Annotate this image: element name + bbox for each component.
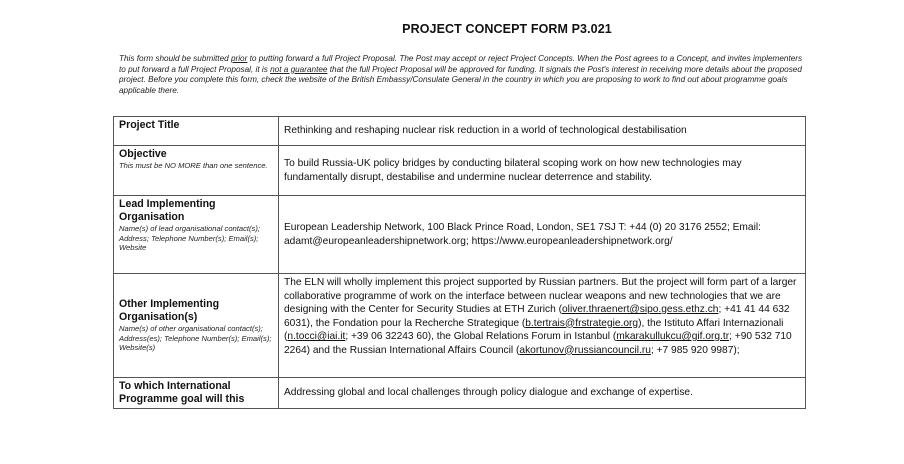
other-organisations-field[interactable]: The ELN will wholly implement this project supported by Russian partners. But the project will form part of a larger collaborative programme of work on the interface between nuclear weapons and new technologies that we are designing with the Center for Security Studies at ETH Zurich (oliver.thraenert@sipo.gess.ethz.ch; +41 41 44 632 6031), the Fondation pour la Recherche Strategique (b.tertrais@frstrategie.org), the Istituto Affari Internazionali (n.tocci@iai.it; +39 06 32243 60), the Global Relations Forum in Istanbul (mkarakullukcu@gif.org.tr; +90 532 710 2264) and the Russian International Affairs Council (akortunov@russiancouncil.ru; +7 985 920 9987); xyxy=(279,274,806,378)
programme-goal-value: Addressing global and local challenges through policy dialogue and exchange of expertise. xyxy=(284,387,693,398)
project-title-label: Project Title xyxy=(119,119,180,131)
lead-organisation-value: European Leadership Network, 100 Black Prince Road, London, SE1 7SJ T: +44 (0) 20 3176 2552; Email: adamt@europeanleadershipnetwork.org; https://www.europeanleadershipnetwork.org/ xyxy=(284,221,761,247)
email-link-eth[interactable]: oliver.thraenert@sipo.gess.ethz.ch xyxy=(562,304,719,315)
form-instructions: This form should be submitted prior to putting forward a full Project Proposal. The Post may accept or reject Project Concepts. When the Post agrees to a Concept, and invites implementers to put forward a full Project Proposal, it is not a guarantee that the full Project Proposal will be approved for funding. It signals the Post's interest in receiving more details about the proposed project. Before you complete this form, check the website of the British Embassy/Consulate General in the country in which you are proposing to work to find out about programme goals applicable there. xyxy=(119,54,803,95)
row-other-organisations xyxy=(114,274,806,378)
email-link-iai[interactable]: n.tocci@iai.it xyxy=(287,331,346,342)
label-cell xyxy=(114,378,279,409)
lead-organisation-label: Lead Implementing Organisation xyxy=(119,198,216,223)
programme-goal-label: To which International Programme goal will this xyxy=(119,380,245,405)
label-cell xyxy=(114,196,279,274)
objective-label: Objective xyxy=(119,148,167,160)
other-organisations-label: Other Implementing Organisation(s) xyxy=(119,298,220,324)
label-cell xyxy=(114,146,279,196)
form-title: PROJECT CONCEPT FORM P3.021 xyxy=(402,22,612,36)
lead-organisation-field[interactable] xyxy=(279,196,806,274)
project-title-value: Rethinking and reshaping nuclear risk reduction in a world of technological destabilisation xyxy=(284,125,687,136)
label-cell xyxy=(114,274,279,378)
row-project-title xyxy=(114,117,806,146)
email-link-frs[interactable]: b.tertrais@frstrategie.org xyxy=(525,317,639,329)
objective-field[interactable] xyxy=(279,146,806,196)
email-link-riac[interactable]: akortunov@russiancouncil.ru xyxy=(519,344,651,356)
row-objective xyxy=(114,146,806,196)
email-link-grf[interactable]: mkarakullukcu@gif.org.tr xyxy=(616,331,730,342)
row-lead-organisation xyxy=(114,196,806,274)
programme-goal-field[interactable] xyxy=(279,378,806,409)
objective-value: To build Russia-UK policy bridges by conducting bilateral scoping work on how new technologies may fundamentally disrupt, destabilise and undermine nuclear deterrence and stability. xyxy=(284,157,742,183)
concept-form-table xyxy=(113,116,806,409)
row-programme-goal xyxy=(114,378,806,409)
lead-organisation-hint: Name(s) of lead organisational contact(s); Address; Telephone Number(s); Email(s); Website xyxy=(119,224,260,253)
other-organisations-hint: Name(s) of other organisational contact(s); Address(es); Telephone Number(s); Email(s); Website(s) xyxy=(119,324,272,353)
project-title-field[interactable] xyxy=(279,117,806,146)
objective-hint: This must be NO MORE than one sentence. xyxy=(119,161,268,170)
label-cell xyxy=(114,117,279,146)
